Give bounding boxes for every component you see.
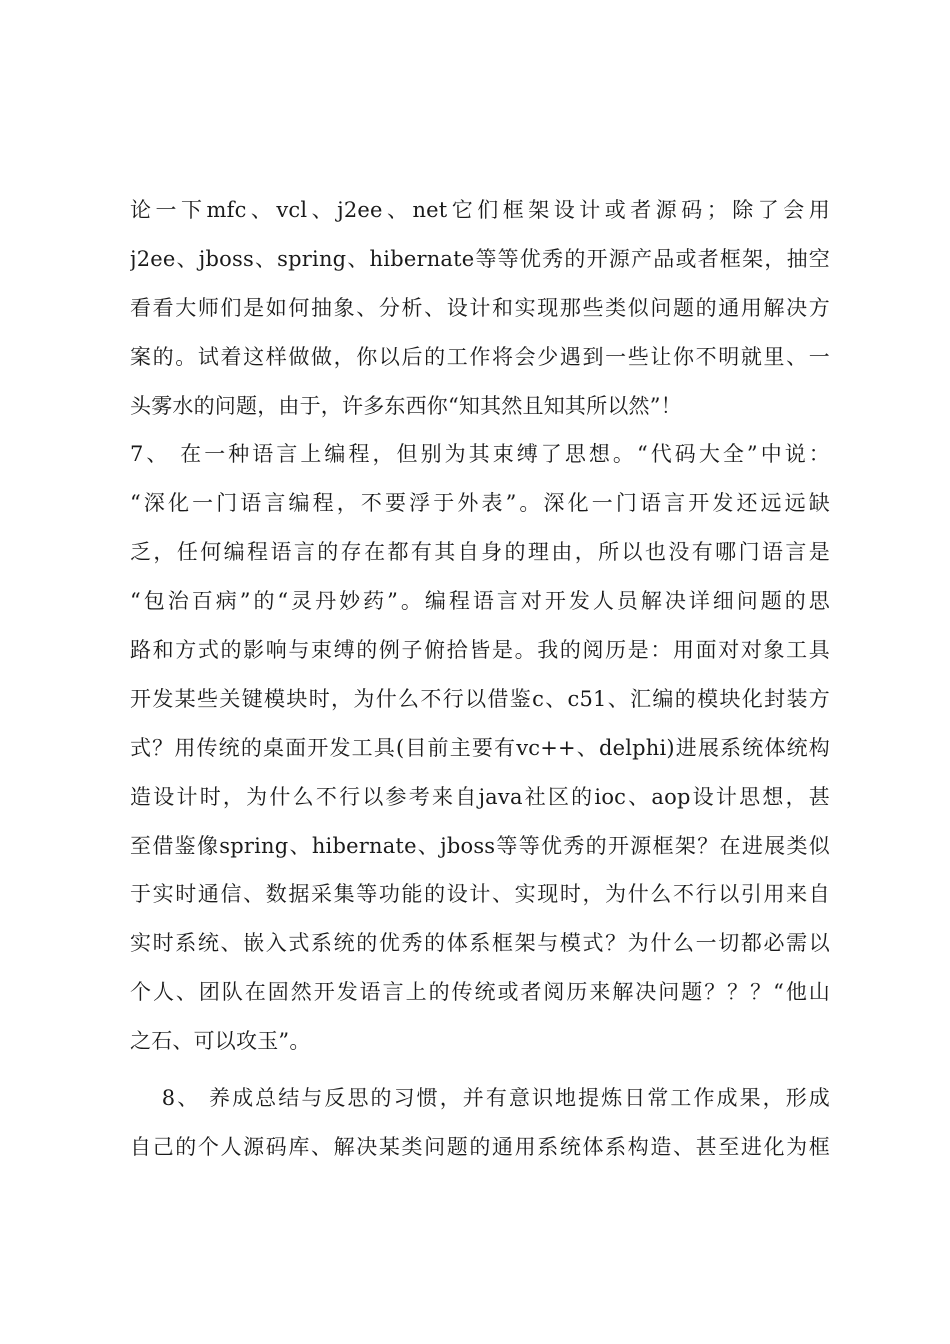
body-text [130,186,830,1172]
text-line: 至借鉴像spring、hibernate、jboss等等优秀的开源框架？在进展类似 [130,833,830,858]
text-line: “包治百病”的“灵丹妙药”。编程语言对开发人员解决详细问题的思 [130,589,830,614]
text-line: 8、 养成总结与反思的习惯，并有意识地提炼日常工作成果，形成 [130,1086,830,1111]
text-line: 7、 在一种语言上编程，但别为其束缚了思想。“代码大全”中说： [130,442,830,467]
text-line: 自己的个人源码库、解决某类问题的通用系统体系构造、甚至进化为框 [130,1134,830,1159]
text-line: 路和方式的影响与束缚的例子俯拾皆是。我的阅历是：用面对对象工具 [130,638,830,663]
text-line: 头雾水的问题，由于，许多东西你“知其然且知其所以然”！ [130,393,682,418]
text-line: 论一下mfc、vcl、j2ee、net它们框架设计或者源码；除了会用 [130,198,830,222]
text-line: 乏，任何编程语言的存在都有其自身的理由，所以也没有哪门语言是 [130,540,830,565]
text-line: 开发某些关键模块时，为什么不行以借鉴c、c51、汇编的模块化封装方 [130,686,830,711]
text-line: 个人、团队在固然开发语言上的传统或者阅历来解决问题？？？“他山 [130,980,830,1005]
text-line: 实时系统、嵌入式系统的优秀的体系框架与模式？为什么一切都必需以 [130,931,830,956]
text-line: 造设计时，为什么不行以参考来自java社区的ioc、aop设计思想，甚 [130,784,830,809]
text-line: 之石、可以攻玉”。 [130,1029,311,1054]
text-line: 于实时通信、数据采集等功能的设计、实现时，为什么不行以引用来自 [130,882,830,907]
text-line: j2ee、jboss、spring、hibernate等等优秀的开源产品或者框架，抽空 [130,246,830,271]
text-line: 式？用传统的桌面开发工具(目前主要有vc++、delphi)进展系统体统构 [130,735,830,760]
text-line: 案的。试着这样做做，你以后的工作将会少遇到一些让你不明就里、一 [130,344,830,369]
text-line: 看看大师们是如何抽象、分析、设计和实现那些类似问题的通用解决方 [130,295,830,320]
text-line: “深化一门语言编程，不要浮于外表”。深化一门语言开发还远远缺 [130,491,830,516]
